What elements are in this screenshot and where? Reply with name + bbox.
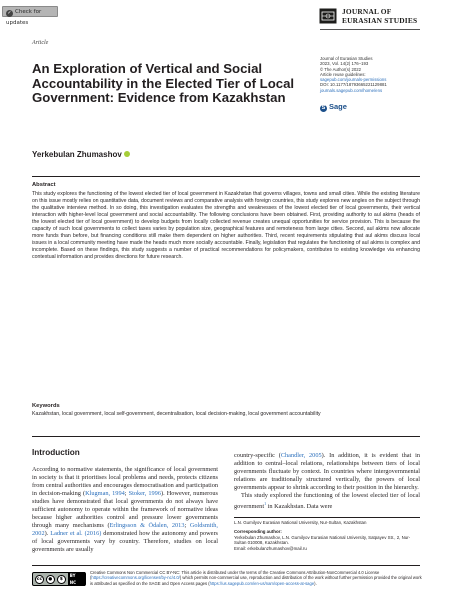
check-for-updates-badge[interactable] [2, 6, 58, 26]
correspondence-rule [234, 517, 420, 518]
license-text-part: Creative Commons Non Commercial CC BY-NC: This article is distributed under the terms of the Creative Commons Attribution-NonCommercial 4.0 License ( [90, 570, 380, 581]
intro-text: ). [44, 529, 51, 537]
citation-link[interactable]: Goldsmith, 2002 [32, 521, 218, 537]
intro-text: country-specific ( [234, 452, 281, 459]
meta-home-link[interactable]: journals.sagepub.com/home/ens [320, 87, 383, 93]
citation-link[interactable]: Erlingsson & Ödalen, 2013 [109, 521, 185, 529]
journal-meta [320, 56, 420, 93]
meta-volume: 2023, Vol. 14(2) 176–193 [320, 61, 369, 67]
cc-icon: cc [36, 576, 43, 582]
citation-link[interactable]: Chandler, 2005 [280, 452, 322, 459]
citation-link[interactable]: Ladner et al. (2016) [50, 529, 102, 537]
cc-license-badge[interactable] [32, 572, 86, 586]
intro-text: demonstrated how the autonomy and powers of local governments vary by country. Therefore, studies on local governments are usually [32, 529, 218, 553]
author-affiliation: L.N. Gumilyov Eurasian National University, Nur-Sultan, Kazakhstan [234, 520, 367, 525]
article-type-label: Article [32, 40, 49, 46]
license-text-part: ) which permits non-commercial use, reproduction and distribution of the work without further permission provided the original work is attributed as specified on the SAGE and Open Access pages ( [90, 575, 422, 586]
intro-text: This study explored the functioning of the lowest elected tier of local government [234, 491, 420, 510]
publisher-logo [320, 102, 347, 112]
intro-text: ; [124, 489, 129, 497]
check-icon: ✓ [7, 10, 12, 16]
license-top-rule [32, 565, 420, 566]
abstract-text: This study explores the functioning of the lowest elected tier of local government in Kazakhstan that governs villages, towns and small cities. While the existing literature on this issue mostly relies on quantitative data, document reviews and comparative analysis with foreign countries, this study explores new angles on the subject through the qualitative interview method. In so doing, this investigation evaluates the strengths and weaknesses of the lowest elected tier of local governments, their vertical interaction with higher-level local government and social accountability. The following conclusions have been obtained. First, providing authority to aul akims (heads of the lowest elected tier of local government) to develop budgets from locally collected revenue creates unequal opportunities for service provision. This is because the capacity of such local governments to collect taxes varies by population size, geographical features and remoteness from large cities. Second, aul akims now allocate more funds than before, but financing conditions still make them dependent on higher authorities. Third, recent requirements stipulating that aul akims discuss local issues in a local community meeting have made the heads much more socially accountable. Finally, legislation that regulates the functioning of aul akims is complex and incomplete. Based on these findings, this study suggests a number of practical recommendations for policymakers, contributes to existing knowledge via enhancing contextual information and provides directions for future research. [32, 191, 420, 260]
correspondence-block [234, 520, 420, 551]
journal-title [342, 8, 417, 25]
non-commercial-icon: $ [57, 575, 66, 584]
intro-left-column [32, 466, 218, 553]
footnote-marker[interactable]: 1 [264, 500, 267, 506]
author-line [32, 150, 130, 159]
journal-logo-icon [319, 8, 337, 24]
intro-text: ). In addition, it is evident that in addition to central–local relations, relationships between tiers of local governments fluctuate by context. In countries where intergovernmental relations are traditionally structured vertically, the powers of local governments appear to shrink according to their position in the hierarchy. [234, 452, 420, 491]
author-name: Yerkebulan Zhumashov [32, 150, 122, 159]
keywords-heading: Keywords [32, 403, 60, 409]
abstract-top-rule [32, 176, 420, 177]
abstract-heading: Abstract [32, 182, 56, 188]
meta-journal-name: Journal of Eurasian Studies [320, 56, 373, 61]
cc-badge-label: BY NC [68, 572, 85, 586]
journal-title-line1: JOURNAL OF [342, 7, 392, 16]
body-top-rule [32, 436, 420, 437]
license-text-part: ). [314, 580, 317, 586]
intro-text: ; [184, 521, 190, 529]
orcid-icon[interactable] [124, 151, 130, 157]
corresponding-author-heading: Corresponding author: [234, 529, 282, 535]
intro-paragraph [234, 452, 420, 492]
intro-paragraph [234, 492, 420, 511]
citation-link[interactable]: Klugman, 1994 [85, 489, 125, 497]
introduction-heading: Introduction [32, 448, 80, 457]
meta-doi[interactable]: DOI: 10.1177/18793665221129881 [320, 82, 387, 88]
corresponding-author-address: Yerkebulan Zhumashov, L.N. Gumilyov Eurasian National University, Satpayev Str., 2, Nur-Sultan 010008, Kazakhstan. [234, 534, 411, 546]
article-title: An Exploration of Vertical and Social Accountability in the Elected Tier of Local Government: Evidence from Kazakhstan [32, 61, 295, 105]
journal-title-line2: EURASIAN STUDIES [342, 15, 418, 25]
intro-right-column [234, 452, 420, 511]
intro-text: ). However, numerous studies have demonstrated that local governments do not always have sufficient autonomy to operate within the framework of normative ideas because higher authorities control and pressure lower governments through many mechanisms ( [32, 489, 218, 529]
check-for-updates-label: Check for updates [6, 9, 42, 26]
sage-logo-icon: S [321, 105, 326, 111]
meta-reuse-guidelines: Article reuse guidelines: [320, 71, 366, 77]
attribution-icon: ● [46, 575, 55, 584]
publisher-name: Sage [329, 102, 347, 111]
intro-text: in Kazakhstan. Data were [266, 502, 333, 510]
meta-copyright: © The Author(s) 2022 [320, 66, 362, 72]
journal-divider [320, 29, 420, 30]
citation-link[interactable]: Stoker, 1996 [128, 489, 161, 497]
intro-text: According to normative statements, the significance of local government in society is that it prioritises local problems and needs, protects citizens from central authorities and encourages democratisation and participation in decision-making ( [32, 466, 218, 497]
open-access-link[interactable]: https://us.sagepub.com/en-us/nam/open-access-at-sage [209, 580, 315, 586]
meta-permissions-link[interactable]: sagepub.com/journals-permissions [320, 77, 387, 83]
corresponding-author-email[interactable]: Email: erkebulanzhumashov@mail.ru [234, 545, 307, 551]
license-text [90, 570, 424, 586]
license-link[interactable]: https://creativecommons.org/licenses/by-nc/4.0/ [91, 575, 180, 581]
keywords-text: Kazakhstan, local government, local self-government, decentralisation, local decision-making, local government accountability [32, 411, 321, 417]
